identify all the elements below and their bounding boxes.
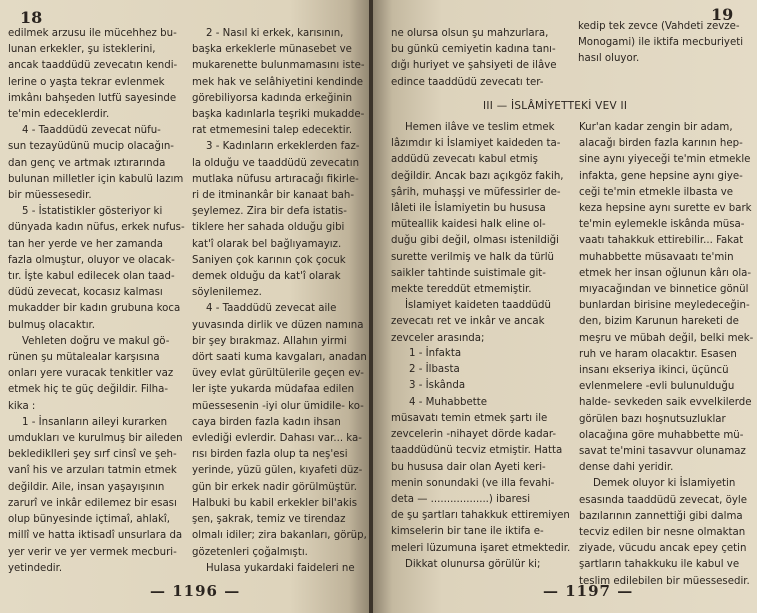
text-line: kedip tek zevce (Vahdeti zevze-	[578, 21, 740, 32]
text-line: mıyacağından ve binnetice gönül	[579, 284, 749, 296]
text-line: ruh ve haram olacaktır. Esasen	[579, 348, 737, 360]
text-line: ne olursa olsun şu mahzurlara,	[391, 28, 549, 39]
text-line: olacağına göre muhabbette mü-	[579, 429, 744, 441]
text-line: şeylemez. Zira bir defa istatis-	[192, 206, 347, 218]
text-line: meşru ve mübah değil, belki mek-	[579, 332, 754, 344]
right-col-2	[579, 120, 755, 587]
text-line: bir şey bırakmaz. Allahın yirmi	[192, 335, 347, 347]
text-line: onları yere vuracak tenkitler vaz	[8, 368, 174, 380]
text-line: evlediği evlerdir. Dahası var... ka-	[192, 433, 362, 445]
text-line: Monogami) ile iktifa mecburiyeti	[578, 37, 744, 49]
text-line: şen, şakrak, temiz ve tirendaz	[192, 514, 346, 526]
text-line: Hemen ilâve ve teslim etmek	[405, 122, 555, 133]
text-line: 4 - Taaddüdü zevecat aile	[206, 303, 337, 315]
text-line: tecviz edilen bir nesne olmaktan	[579, 527, 746, 539]
text-line: Demek oluyor ki İslamiyetin	[593, 478, 736, 490]
text-line: ziyade, vücudu ancak epey çetin	[579, 543, 747, 555]
text-line: addüdü zevecatı kabul etmiş	[391, 154, 538, 166]
text-line: bazılarının zannettiği gibi dalma	[579, 510, 743, 522]
text-line: sun tezayüdünü mucip olacağın-	[8, 141, 174, 153]
text-line: ler işte yukarda müdafaa edilen	[192, 384, 355, 396]
text-line: düdü zevecat, kocasız kalması	[8, 287, 163, 299]
text-line: den, bizim Karunun hareketi de	[579, 316, 739, 328]
text-line: zevcelerin -nihayet dörde kadar-	[391, 429, 557, 441]
text-line: müessesenin -iyi olur ümidile- ko-	[192, 400, 364, 412]
text-line: başka erkeklerle münasebet ve	[192, 44, 352, 56]
text-line: mukadder bir kadın grubuna koca	[8, 303, 181, 315]
text-line: gözetenleri çoğalmıştı.	[192, 546, 308, 558]
text-line: Dikkat olunursa görülür ki;	[405, 558, 541, 570]
text-line: lâzımdır ki İslamiyet kaideden ta-	[391, 138, 561, 150]
text-line: umdukları ve kurulmuş bir aileden	[8, 433, 183, 445]
text-line: olup bünyesinde içtimaî, ahlakî,	[8, 514, 170, 526]
text-line: la olduğu ve taaddüdü zevecatın	[192, 157, 360, 169]
text-line: edilmek arzusu ile mücehhez bu-	[8, 28, 177, 39]
text-line: evlenmelere -evli bulunulduğu	[579, 381, 735, 393]
text-line: menin sonundaki (ve illa fevahi-	[391, 477, 555, 489]
section-heading: III — İSLÂMİYETTEKİ VEV II	[483, 100, 628, 112]
text-line: üvey evlat gürültülerile geçen ev-	[192, 368, 364, 380]
right-col-2-top	[578, 19, 753, 79]
text-line: dığı huriyet ve şahsiyeti de ilâve	[391, 60, 557, 72]
text-line: yerinde, yüzü gülen, kıyafeti düz-	[192, 465, 363, 477]
text-line: demek olduğu da kat'î olarak	[192, 271, 341, 283]
page-number-top: 19	[711, 5, 734, 24]
text-line: mukarenette bulunmamasını iste-	[192, 60, 365, 72]
text-line: 4 - Taaddüdü zevecat nüfu-	[22, 125, 161, 137]
text-line: etmek hiç te güç değildir. Filha-	[8, 384, 169, 396]
text-line: rünen şu mütalealar karşısına	[8, 352, 160, 364]
text-line: bu günkü cemiyetin kadına tanı-	[391, 44, 556, 56]
text-line: rat etmemesini talep edecektir.	[192, 125, 353, 137]
text-line: infakta, gene hepsine aynı giye-	[579, 170, 743, 182]
text-line: şartların tahakkuku ile kabul ve	[579, 559, 740, 571]
text-line: tır. İşte kabul edilecek olan taad-	[8, 271, 175, 283]
text-line: savat te'mini tasavvur olunamaz	[579, 446, 746, 458]
text-line: surette verilmiş ve halk da türlü	[391, 251, 555, 263]
text-line: ceği te'min etmekle ilbasta ve	[579, 186, 734, 198]
text-line: zevecatı ret ve inkâr ve ancak	[391, 316, 545, 328]
text-line: 5 - İstatistikler gösteriyor ki	[22, 206, 163, 218]
text-line: yuvasında dirlik ve düzen namına	[192, 319, 364, 331]
text-line: keza hepsine aynı surette ev bark	[579, 203, 752, 215]
text-line: bu hususa dair olan Ayeti keri-	[391, 461, 546, 473]
text-line: lunan erkekler, şu isteklerini,	[8, 44, 156, 56]
text-line: 1 - İnfakta	[409, 348, 462, 359]
text-line: te'min eylemekle iskânda müsa-	[579, 219, 745, 231]
page-number-bottom: — 1196 —	[150, 582, 241, 600]
text-line: hasıl oluyor.	[578, 53, 640, 65]
text-line: bunlardan birisine meyledeceğin-	[579, 300, 750, 312]
text-line: müsavatı temin etmek şartı ile	[391, 413, 548, 424]
text-line: kimselerin bir tane ile iktifa e-	[391, 526, 544, 538]
left-col-2	[192, 26, 367, 574]
text-line: beklediklleri şey sırf cinsî ve şeh-	[8, 449, 177, 461]
text-line: te'min edeceklerdir.	[8, 109, 110, 121]
text-line: vaatı tahakkuk ettirebilir... Fakat	[579, 235, 744, 247]
text-line: alacağı birden fazla karının hep-	[579, 138, 743, 150]
text-line: mek hak ve selâhiyetini kendinde	[192, 76, 364, 88]
text-line: Hulasa yukardaki faideleri ne	[206, 562, 355, 574]
text-line: imkânı bahşeden lutfü sayesinde	[8, 92, 177, 104]
text-line: fazla olmuştur, oluyor ve olacak-	[8, 254, 175, 266]
text-line: ri de itminankâr bir kanaat bah-	[192, 190, 355, 202]
text-line: deta — ..................) ibaresi	[391, 494, 531, 506]
text-line: kat'î olarak bel bağlıyamayız.	[192, 238, 342, 250]
text-line: dört saati kuma kavgaları, anadan	[192, 352, 367, 364]
text-line: gün bir erkek nadir görülmüştür.	[192, 481, 357, 493]
left-page	[0, 0, 371, 613]
text-line: dense dahi yeridir.	[579, 462, 674, 474]
text-line: dünyada kadın nüfus, erkek nufus-	[8, 222, 185, 234]
text-line: 2 - İlbasta	[409, 364, 460, 376]
text-line: meleri lüzumuna işaret etmektedir.	[391, 542, 571, 554]
text-line: görülen bazı hoşnutsuzluklar	[579, 413, 726, 425]
text-line: başka kadınlarla teşriki mukadde-	[192, 109, 365, 121]
text-line: teslim edilebilen bir müessesedir.	[579, 575, 750, 587]
text-line: bulunan milletler için kabulü lazım	[8, 173, 184, 185]
text-line: 4 - Muhabbette	[409, 396, 488, 408]
text-line: millî ve hatta iktisadî unsurlara da	[8, 530, 183, 542]
text-line: lerine o yaşta tekrar evlenmek	[8, 76, 165, 88]
text-line: rısı birden fazla olup ta neş'esi	[192, 449, 348, 461]
text-line: müteallik kaidesi halk eline ol-	[391, 219, 546, 231]
text-line: dan genç ve artmak ıztırarında	[8, 157, 166, 169]
text-line: zevceler arasında;	[391, 332, 485, 344]
text-line: esasında taaddüdü zevecat, öyle	[579, 494, 747, 506]
left-col-1	[8, 26, 185, 574]
text-line: lâleti ile İslamiyetin bu hususa	[391, 203, 546, 215]
text-line: 2 - Nasıl ki erkek, karısının,	[206, 28, 344, 39]
text-line: sine aynı yiyeceği te'min etmekle	[579, 154, 751, 166]
text-line: insanı ekseriya ikinci, üçüncü	[579, 365, 729, 377]
text-line: kika :	[8, 400, 36, 412]
text-line: değildir. Aile, insan yaşayışının	[8, 481, 165, 493]
text-line: zarurî ve inkâr edilemez bir esası	[8, 497, 177, 509]
text-line: 1 - İnsanların aileyi kurarken	[22, 416, 168, 428]
text-line: Kur'an kadar zengin bir adam,	[579, 122, 733, 133]
text-line: bir müessesedir.	[8, 190, 92, 202]
text-line: Vehleten doğru ve makul gö-	[22, 335, 170, 347]
text-line: Halbuki bu kabil erkekler bil'akis	[192, 497, 358, 509]
text-line: yetindedir.	[8, 562, 63, 574]
text-line: ancak taaddüdü zevecatın kendi-	[8, 60, 178, 72]
text-line: duğu gibi değil, olması istenildiği	[391, 235, 559, 247]
text-line: söylenilemez.	[192, 287, 262, 299]
text-line: saikler tahtinde suistimale git-	[391, 267, 546, 279]
text-line: olmalı idiler; zira bakanları, görüp,	[192, 530, 367, 542]
text-line: tiklere her sahada olduğu gibi	[192, 222, 345, 234]
page-number-top: 18	[20, 8, 43, 27]
text-line: değildir. Ancak bazı açıkgöz fakih,	[391, 170, 564, 182]
text-line: Saniyen çok karının çok çocuk	[192, 254, 346, 266]
text-line: bulmuş olacaktır.	[8, 319, 96, 331]
conditions-list	[409, 346, 559, 414]
text-line: mutlaka nüfusu artıracağı fikirle-	[192, 173, 359, 185]
text-line: etmek her insan oğlunun kârı ola-	[579, 267, 752, 279]
right-col-1	[391, 120, 573, 350]
text-line: taaddüdünü tecviz etmiştir. Hatta	[391, 445, 563, 457]
text-line: görebiliyorsa kadında erkeğinin	[192, 92, 353, 104]
text-line: şârih, muhaşşi ve müfessirler de-	[391, 186, 561, 198]
text-line: mekte tereddüt etmemiştir.	[391, 284, 532, 296]
text-line: 3 - İskânda	[409, 380, 466, 392]
text-line: muhabbette müsavaatı te'min	[579, 251, 734, 263]
right-col-1-after	[391, 411, 573, 581]
right-page	[373, 0, 757, 613]
text-line: edince taaddüdü zevecatı ter-	[391, 76, 544, 88]
text-line: 3 - Kadınların erkeklerden faz-	[206, 141, 360, 153]
right-col-1-top	[391, 26, 566, 96]
page-number-bottom: — 1197 —	[543, 582, 634, 600]
text-line: yer verir ve yer vermek mecburi-	[8, 546, 177, 558]
text-line: vanî his ve arzuları tatmin etmek	[8, 465, 177, 477]
text-line: halde- sevkeden saik evvelkilerde	[579, 397, 752, 409]
text-line: de şu şartları tahakkuk ettiremiyen	[391, 510, 570, 522]
text-line: caya birden fazla kadın ihsan	[192, 416, 341, 428]
text-line: tan her yerde ve her zamanda	[8, 238, 163, 250]
text-line: İslamiyet kaideten taaddüdü	[405, 300, 551, 312]
